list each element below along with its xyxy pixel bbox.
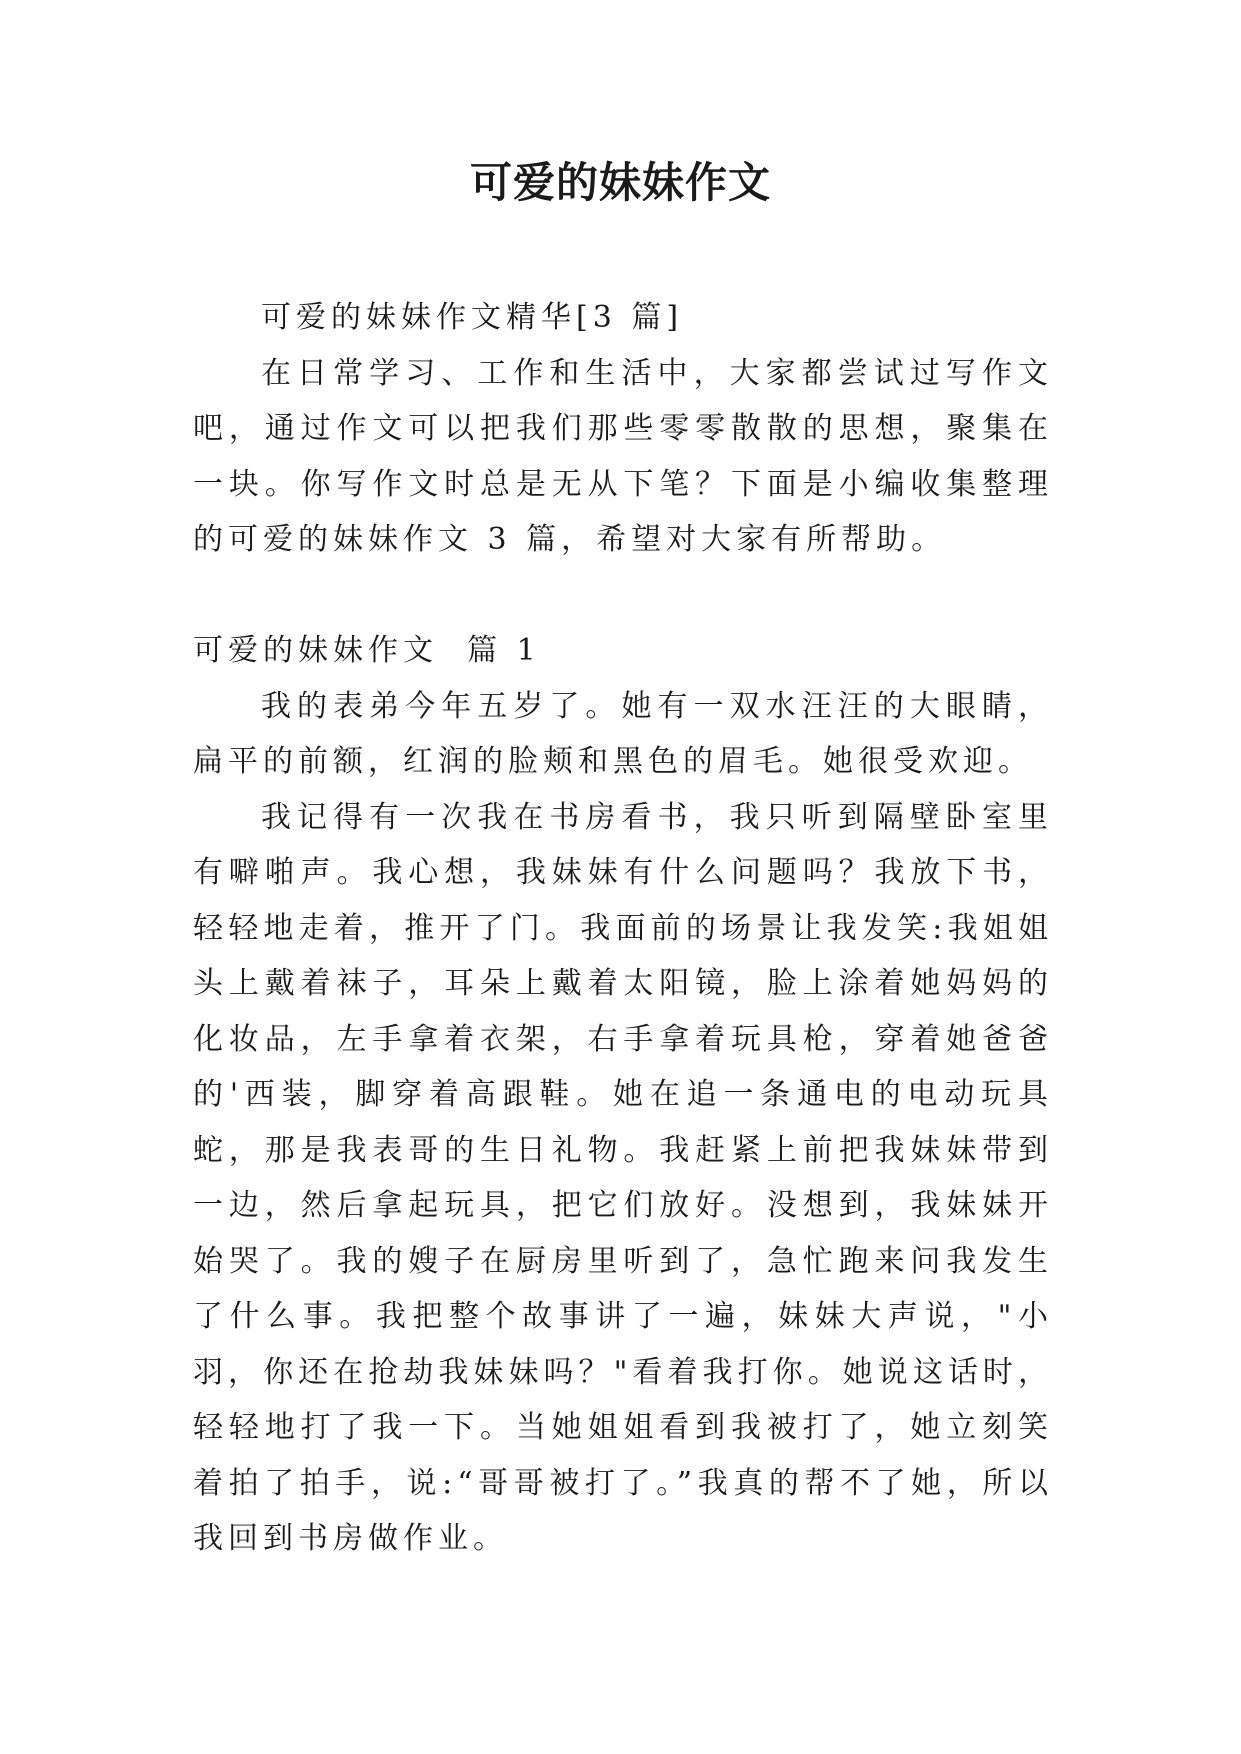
body-paragraph: 我的表弟今年五岁了。她有一双水汪汪的大眼睛，扁平的前额，红润的脸颊和黑色的眉毛。她很受欢迎。 xyxy=(193,688,1053,779)
document-subtitle: 可爱的妹妹作文精华[3 篇] xyxy=(261,300,684,335)
document-title: 可爱的妹妹作文 xyxy=(469,158,771,207)
body-paragraph: 我记得有一次我在书房看书，我只听到隔壁卧室里有噼啪声。我心想，我妹妹有什么问题吗？我放下书，轻轻地走着，推开了门。我面前的场景让我发笑:我姐姐头上戴着袜子，耳朵上戴着太阳镜，脸上涂着她妈妈的化妆品，左手拿着衣架，右手拿着玩具枪，穿着她爸爸的'西装，脚穿着高跟鞋。她在追一条通电的电动玩具蛇，那是我表哥的生日礼物。我赶紧上前把我妹妹带到一边，然后拿起玩具，把它们放好。没想到，我妹妹开始哭了。我的嫂子在厨房里听到了，急忙跑来问我发生了什么事。我把整个故事讲了一遍，妹妹大声说，"小羽，你还在抢劫我妹妹吗？"看着我打你。她说这话时，轻轻地打了我一下。当她姐姐看到我被打了，她立刻笑着拍了拍手，说:“哥哥被打了。”我真的帮不了她，所以我回到书房做作业。 xyxy=(193,799,1053,1556)
intro-paragraph: 在日常学习、工作和生活中，大家都尝试过写作文吧，通过作文可以把我们那些零零散散的思想，聚集在一块。你写作文时总是无从下笔？下面是小编收集整理的可爱的妹妹作文 3 篇，希望对大家有所帮助。 xyxy=(193,355,1053,557)
section-heading: 可爱的妹妹作文 篇 1 xyxy=(193,633,541,668)
document-body xyxy=(193,290,1053,1567)
